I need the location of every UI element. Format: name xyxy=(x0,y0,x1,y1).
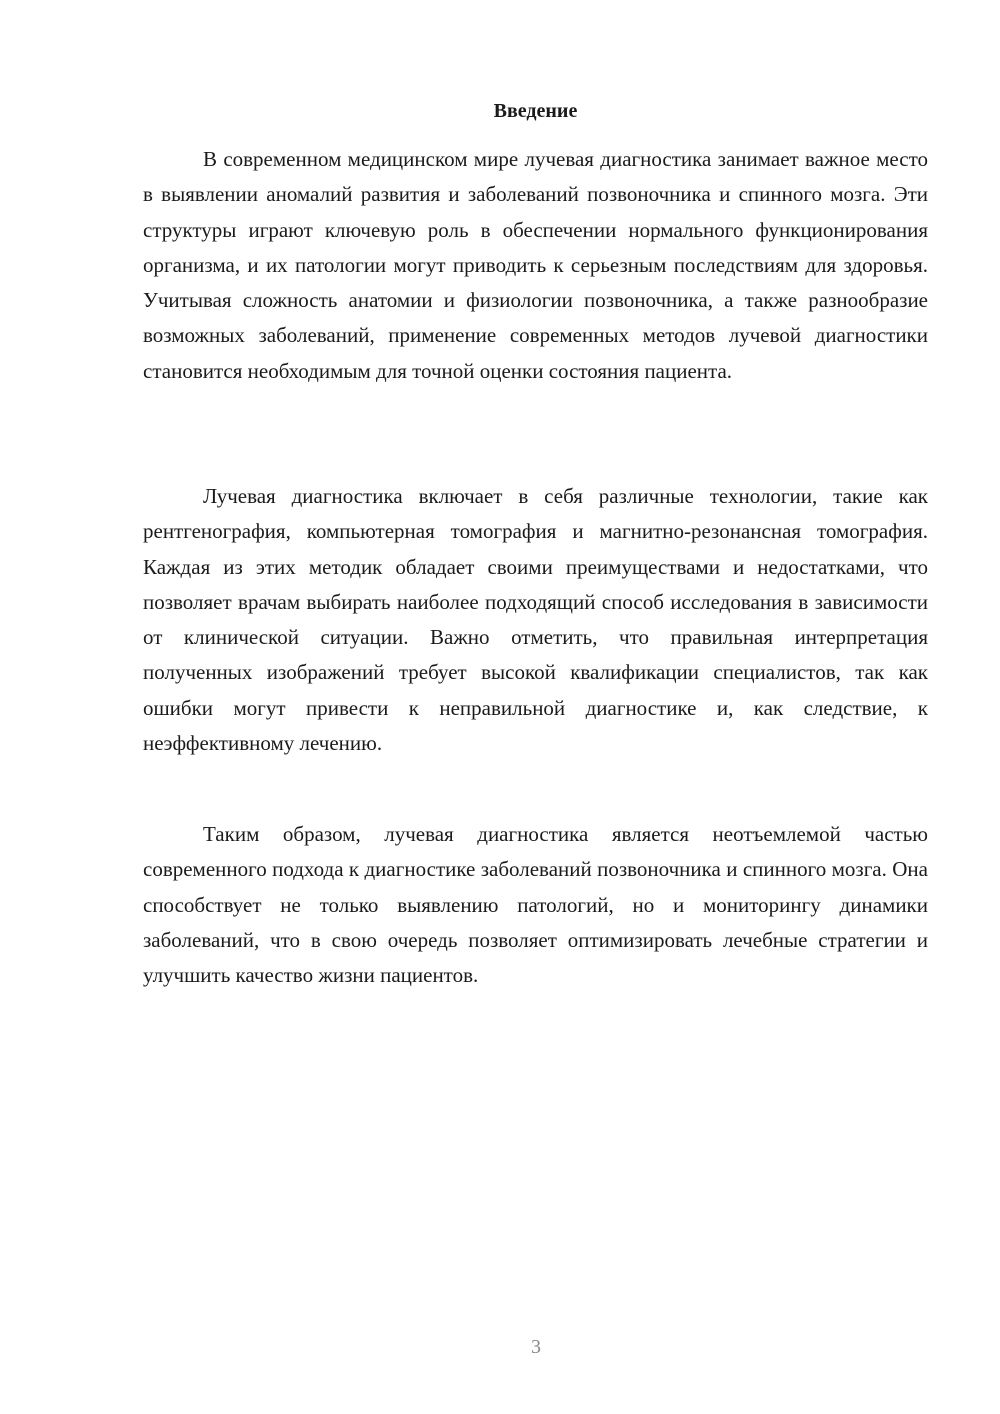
paragraph-intro: В современном медицинском мире лучевая диагностика занимает важное место в выявлении аномалий развития и заболеваний позвоночника и спинного мозга. Эти структуры играют ключевую роль в обеспечении нормального функционирования организма, и их патологии могут приводить к серьезным последствиям для здоровья. Учитывая сложность анатомии и физиологии позвоночника, а также разнообразие возможных заболеваний, применение современных методов лучевой диагностики становится необходимым для точной оценки состояния пациента. xyxy=(143,147,928,383)
paragraph-conclusion: Таким образом, лучевая диагностика является неотъемлемой частью современного подхода к диагностике заболеваний позвоночника и спинного мозга. Она способствует не только выявлению патологий, но и мониторингу динамики заболеваний, что в свою очередь позволяет оптимизировать лечебные стратегии и улучшить качество жизни пациентов. xyxy=(143,822,928,988)
section-title: Введение xyxy=(493,100,578,122)
paragraph-methods: Лучевая диагностика включает в себя различные технологии, такие как рентгенография, компьютерная томография и магнитно-резонансная томография. Каждая из этих методик обладает своими преимуществами и недостатками, что позволяет врачам выбирать наиболее подходящий способ исследования в зависимости от клинической ситуации. Важно отметить, что правильная интерпретация полученных изображений требует высокой квалификации специалистов, так как ошибки могут привести к неправильной диагностике и, как следствие, к неэффективному лечению. xyxy=(143,484,928,756)
page-number: 3 xyxy=(531,1336,541,1358)
